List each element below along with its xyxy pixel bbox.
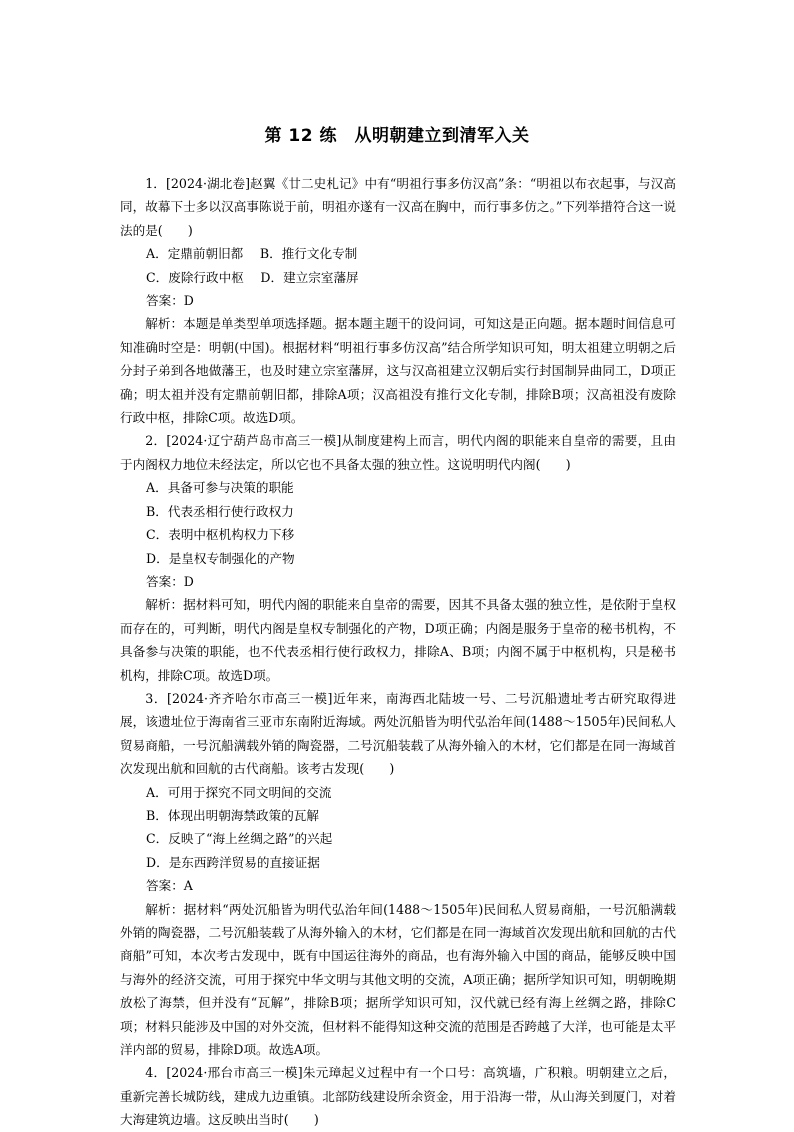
analysis: 解析：本题是单类型单项选择题。据本题主题干的设问词，可知这是正向题。据本题时间信息可知准确时空是：明朝(中国)。根据材料“明祖行事多仿汉高”结合所学知识可知，明太祖建立明朝之后分封子弟到各地做藩王，也及时建立宗室藩屏，这与汉高祖建立汉朝后实行封国制异曲同工，D项正确；明太祖并没有定鼎前朝旧都，排除A项；汉高祖没有推行文化专制，排除B项；汉高祖没有废除行政中枢，排除C项。故选D项。: [120, 316, 676, 426]
answer: 答案：D: [146, 573, 194, 589]
question-stem: 4．[2024·邢台市高三一模]朱元璋起义过程中有一个口号：高筑墙，广积粮。明朝建立之后，重新完善长城防线，建成九边重镇。北部防线建设所余资金，用于沿海一带，从山海关到厦门，对着大海建筑边墙。这反映出当时( ): [120, 1065, 676, 1128]
option-c: C．反映了“海上丝绸之路”的兴起: [146, 831, 333, 847]
page-title: 第 12 练 从明朝建立到清军入关: [264, 126, 530, 146]
option-row: A．定鼎前朝旧都 B．推行文化专制: [146, 246, 358, 262]
option-d: D．是皇权专制强化的产物: [146, 550, 295, 566]
question-3: [120, 687, 676, 1062]
option-b: B．代表丞相行使行政权力: [146, 503, 294, 519]
option-b: B．体现出明朝海禁政策的瓦解: [146, 807, 319, 823]
answer: 答案：D: [146, 293, 194, 309]
question-stem: 1．[2024·湖北卷]赵翼《廿二史札记》中有“明祖行事多仿汉高”条：“明祖以布衣起事，与汉高同，故幕下士多以汉高事陈说于前，明祖亦遂有一汉高在胸中，而行事多仿之。”下列举措符合这一说法的是( ): [120, 176, 676, 238]
question-stem: 3．[2024·齐齐哈尔市高三一模]近年来，南海西北陆坡一号、二号沉船遗址考古研究取得进展，该遗址位于海南省三亚市东南附近海域。两处沉船皆为明代弘治年间(1488～1505年)民间私人贸易商船，一号沉船满载外销的陶瓷器，二号沉船装载了从海外输入的木材，它们都是在同一海域首次发现出航和回航的古代商船。该考古发现( ): [120, 690, 676, 777]
question-4: [120, 1061, 676, 1131]
option-a: A．具备可参与决策的职能: [146, 480, 294, 496]
option-a: A．可用于探究不同文明间的交流: [146, 784, 332, 800]
question-stem: 2．[2024·辽宁葫芦岛市高三一模]从制度建构上而言，明代内阁的职能来自皇帝的需要，且由于内阁权力地位未经法定，所以它也不具备太强的独立性。这说明明代内阁( ): [120, 433, 676, 472]
document-body: [120, 172, 676, 1132]
analysis: 解析：据材料“两处沉船皆为明代弘治年间(1488～1505年)民间私人贸易商船，一号沉船满载外销的陶瓷器，二号沉船装载了从海外输入的木材，它们都是在同一海域首次发现出航和回航的古代商船”可知，本次考古发现中，既有中国运往海外的商品，也有海外输入中国的商品，能够反映中国与海外的经济交流，可用于探究中华文明与其他文明的交流，A项正确；据所学知识可知，明朝晚期放松了海禁，但并没有“瓦解”，排除B项；据所学知识可知，汉代就已经有海上丝绸之路，排除C项；材料只能涉及中国的对外交流，但材料不能得知这种交流的范围是否跨越了大洋，也可能是太平洋内部的贸易，排除D项。故选A项。: [120, 901, 676, 1058]
answer: 答案：A: [146, 878, 193, 894]
analysis: 解析：据材料可知，明代内阁的职能来自皇帝的需要，因其不具备太强的独立性，是依附于皇权而存在的，可判断，明代内阁是皇权专制强化的产物，D项正确；内阁是服务于皇帝的秘书机构，不具备参与决策的职能，也不代表丞相行使行政权力，排除A、B项；内阁不属于中枢机构，只是秘书机构，排除C项。故选D项。: [120, 597, 676, 683]
question-2: [120, 429, 676, 686]
option-row: C．废除行政中枢 D．建立宗室藩屏: [146, 269, 359, 285]
option-d: D．是东西跨洋贸易的直接证据: [146, 854, 320, 870]
question-1: [120, 172, 676, 429]
option-c: C．表明中枢机构权力下移: [146, 527, 295, 543]
